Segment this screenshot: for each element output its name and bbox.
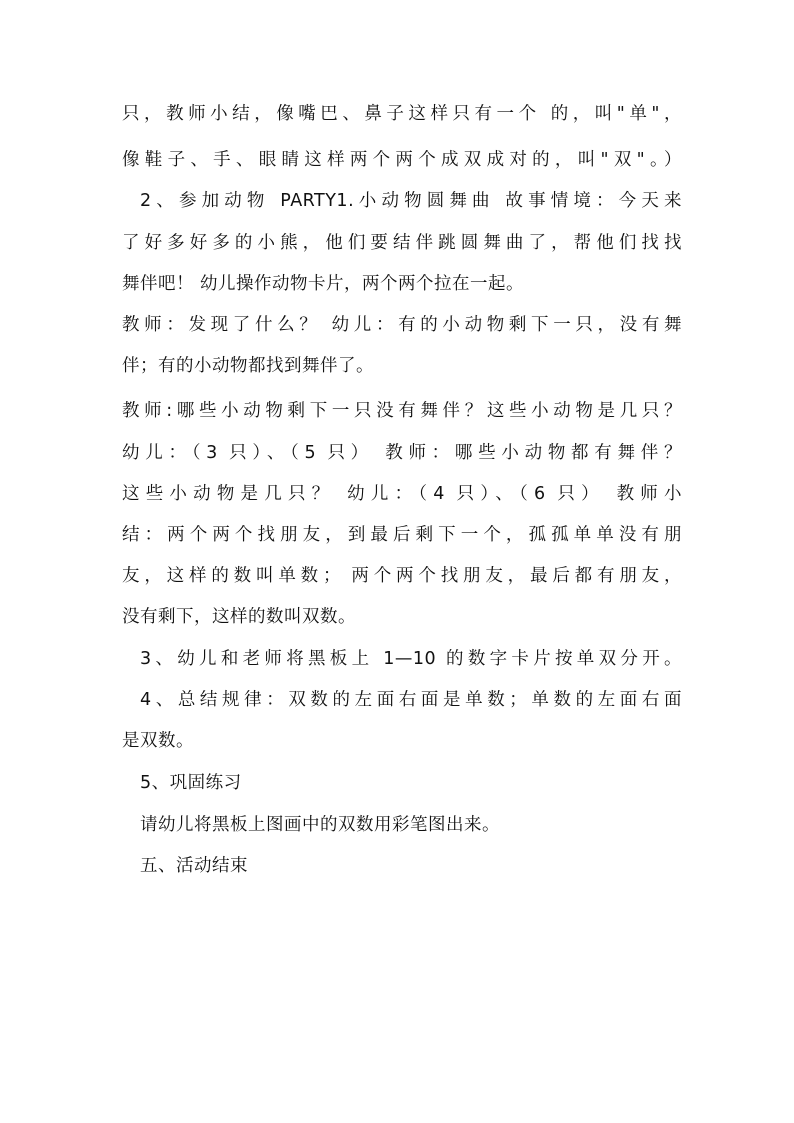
section-heading-5: 5、巩固练习 <box>140 773 242 793</box>
section-heading-activity-end: 五、活动结束 <box>140 856 248 876</box>
paragraph-line-14: 3、幼儿和老师将黑板上 1—10 的数字卡片按单双分开。 <box>140 649 682 669</box>
paragraph-line-4: 了好多好多的小熊，他们要结伴跳圆舞曲了，帮他们找找 <box>122 233 682 253</box>
paragraph-line-1: 只，教师小结，像嘴巴、鼻子这样只有一个 的，叫"单"， <box>122 104 682 124</box>
paragraph-line-13: 没有剩下，这样的数叫双数。 <box>122 607 356 627</box>
paragraph-line-9: 幼儿：（3 只）、（5 只） 教师：哪些小动物都有舞伴？ <box>122 443 682 463</box>
paragraph-line-6: 教师：发现了什么？ 幼儿：有的小动物剩下一只，没有舞 <box>122 315 682 335</box>
paragraph-line-12: 友，这样的数叫单数； 两个两个找朋友，最后都有朋友， <box>122 566 682 586</box>
paragraph-line-16: 是双数。 <box>122 731 194 751</box>
paragraph-line-5: 舞伴吧！ 幼儿操作动物卡片，两个两个拉在一起。 <box>122 274 525 294</box>
paragraph-line-2: 像鞋子、手、眼睛这样两个两个成双成对的，叫"双"。） <box>122 150 682 170</box>
paragraph-line-15: 4、总结规律：双数的左面右面是单数；单数的左面右面 <box>140 690 682 710</box>
paragraph-line-8: 教师:哪些小动物剩下一只没有舞伴？这些小动物是几只？ <box>122 401 682 421</box>
paragraph-line-18: 请幼儿将黑板上图画中的双数用彩笔图出来。 <box>140 815 500 835</box>
paragraph-line-7: 伴；有的小动物都找到舞伴了。 <box>122 356 374 376</box>
paragraph-line-10: 这些小动物是几只？ 幼儿：（4 只）、（6 只） 教师小 <box>122 484 682 504</box>
paragraph-line-11: 结：两个两个找朋友，到最后剩下一个，孤孤单单没有朋 <box>122 525 682 545</box>
paragraph-line-3: 2、参加动物 PARTY1.小动物圆舞曲 故事情境：今天来 <box>140 191 682 211</box>
